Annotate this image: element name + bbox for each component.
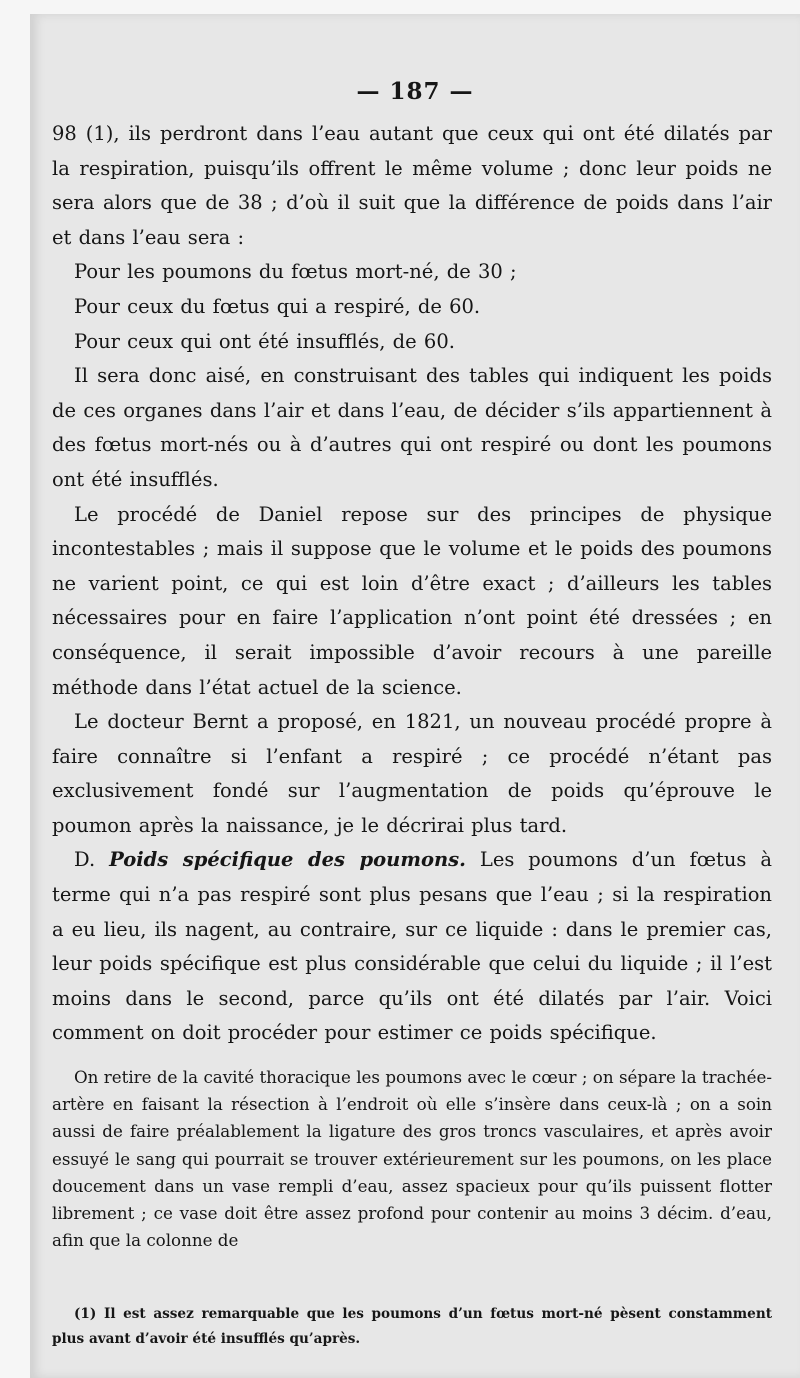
main-text xyxy=(52,117,772,1051)
paragraph-bernt: Le docteur Bernt a proposé, en 1821, un nouveau procédé propre à faire connaître si l’enfant a respiré ; ce procédé n’étant pas exclusivement fondé sur l’augmentation de poids qu’éprouve le poumon après la naissance, je le décrirai plus tard. xyxy=(52,710,772,837)
paragraph-daniel: Le procédé de Daniel repose sur des principes de physique incontestables ; mais il suppose que le volume et le poids des poumons ne varient point, ce qui est loin d’être exact ; d’ailleurs les tables nécessaires pour en faire l’application n’ont point été dressées ; en conséquence, il serait impossible d’avoir recours à une pareille méthode dans l’état actuel de la science. xyxy=(52,502,772,699)
list-item-breathed: Pour ceux du fœtus qui a respiré, de 60. xyxy=(74,294,481,318)
page-number: — 187 — xyxy=(356,78,474,105)
paragraph-tables: Il sera donc aisé, en construisant des tables qui indiquent les poids de ces organes dans l’air et dans l’eau, de décider s’ils appartiennent à des fœtus mort-nés ou à d’autres qui ont respiré ou dont les poumons ont été insufflés. xyxy=(52,364,772,491)
extract-paragraph: On retire de la cavité thoracique les poumons avec le cœur ; on sépare la trachée-artère en faisant la résection à l’endroit où elle s’insère dans ceux-là ; on a soin aussi de faire préalablement la ligature des gros troncs vasculaires, et après avoir essuyé le sang qui pourrait se trouver extérieurement sur les poumons, on les place doucement dans un vase rempli d’eau, assez spacieux pour qu’ils puissent flotter librement ; ce vase doit être assez profond pour contenir au moins 3 décim. d’eau, afin que la colonne de xyxy=(52,1067,772,1251)
book-page xyxy=(30,14,800,1378)
footnotes xyxy=(52,1302,772,1351)
section-letter: D. xyxy=(74,848,96,872)
paragraph-specific-weight xyxy=(52,843,772,1051)
paragraph-continuation: 98 (1), ils perdront dans l’eau autant que ceux qui ont été dilatés par la respiration, puisqu’ils offrent le même volume ; donc leur poids ne sera alors que de 38 ; d’où il suit que la différence de poids dans l’air et dans l’eau sera : xyxy=(52,122,772,249)
section-heading: Poids spécifique des poumons. xyxy=(109,848,466,872)
list-item-insufflated: Pour ceux qui ont été insufflés, de 60. xyxy=(74,329,455,353)
footnote-1: (1) Il est assez remarquable que les poumons d’un fœtus mort-né pèsent constamment plus avant d’avoir été insufflés qu’après. xyxy=(52,1306,772,1347)
small-print-extract xyxy=(52,1064,772,1254)
section-body: Les poumons d’un fœtus à terme qui n’a pas respiré sont plus pesans que l’eau ; si la respiration a eu lieu, ils nagent, au contraire, sur ce liquide : dans le premier cas, leur poids spécifique est plus considérable que celui du liquide ; il l’est moins dans le second, parce qu’ils ont été dilatés par l’air. Voici comment on doit procéder pour estimer ce poids spécifique. xyxy=(52,848,772,1045)
list-item-stillborn: Pour les poumons du fœtus mort-né, de 30 ; xyxy=(74,260,517,284)
